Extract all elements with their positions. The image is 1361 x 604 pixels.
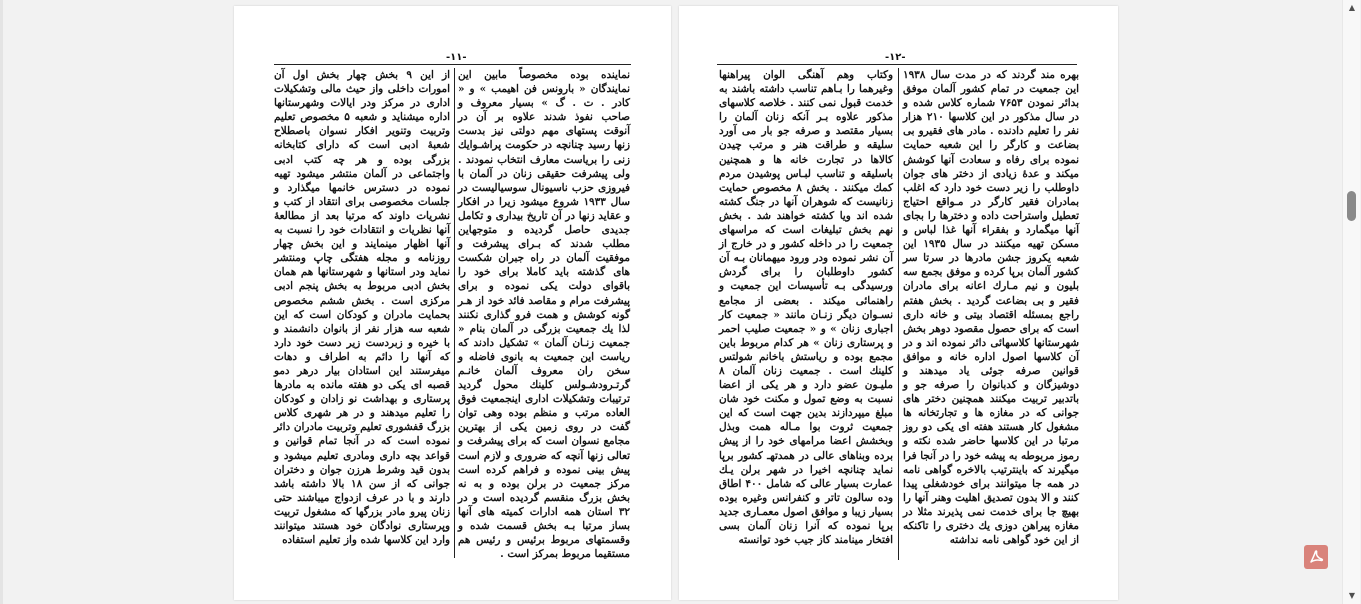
header-rule <box>274 64 631 65</box>
acrobat-pdf-icon[interactable] <box>1304 545 1328 569</box>
text-column-left: وکتاب وهم آهنگی الوان پیراهنها وغیرهما را بـاهم تناسب داشته باشند به خدمت قبول نمی کنند . خلاصه کلاسهای مذکور علاوه بـر آنکه زنان آلمان را بسیار مقتصد و صرفه جو بار می آورد سلیقه و طراقت هنر و مرتب چیدن کالاها در تجارت خانه ها و همچنین باسلیقه و تناسب لبـاس پوشیدن مردم کمك میکنند . بخش ۸ مخصوص حمایت زنانیست که شوهران آنها در جنگ کشته شده اند ویا کشته خواهند شد . بخش نهم بخش تبلیغات است که مراسهای جمعیت را در داخله کشور و در خارج از آن نشر نموده ودر ورود میهمانان بـه آن کشور داوطلبان را برای گردش ورسیدگی بـه تأسیسات این جمعیت و راهنمائی میکند . بعضی از مجامع نسـوان دیگر زنـان مانند « جمعیت کار اجباری زنان » و « جمعیت صلیب احمر و پرستاری زنان » هر کدام مربوط باین مجمع بوده و ریاستش باخانم شولتس کلینك است . جمعیت زنان آلمان ۸ ملیـون عضو دارد و هر یکی از اعضا نسبت به وضع تمول و مکنت خود شان مبلغ میپردازند بدین جهت است که این جمعیت ثروت بوا مـاله همت وبذل وبخشش اعضا مرامهای خود را از پیش برده وبناهای عالی در همدتهـ کشور برپا نماید چنانچه اخیرا در شهر برلن یـك عمارت بسیار عالی که شامل ۴۰۰ اطاق وده سالون تاتر و کنفرانس وغیره بوده بسیار زیبا و موافق اصول معمـاری جدید برپا نموده که آنرا زنان آلمان بسی افتخار مینامند کاز جیب خود توانسته <box>719 69 894 547</box>
document-page-11 <box>234 6 671 600</box>
triangle-up-icon[interactable]: ▲ <box>1348 3 1356 12</box>
triangle-down-icon[interactable]: ▼ <box>1348 591 1356 600</box>
text-column-left: از این ۹ بخش چهار بخش اول آن امورات داخلی واز حیث مالی وتشکیلات اداری در مرکز ودر ایالات وشهرستانها اداره میشناید و شعبه ۵ مخصوص تعلیم وتربیت وتنویر افکار نسوان باصطلاح شعبهٔ ادبی است که دارای کتابخانه بزرگی بوده و هر چه کتب ادبی واجتماعی در آلمان منتشر میشود تهیه نموده در دسترس خانمها میگذارد و جلسات مخصوصی برای انتقاد از کتب و نشریات داوند که مرتبا بعد از مطالعهٔ آنها نظریات و انتقادات خود را نسبت به آنها اظهار مینمایند و این بخش چهار روزنامه و مجله هفتگی چاپ ومنتشر نماید ودر استانها و شهرستانها هم همان بخش ادبی مربوط به بخش پنجم ادبی مرکزی است . بخش ششم مخصوص بحمایت مادران و کودکان است که این شعبه سه هزار نفر از بانوان دانشمند و با خیره و زبردست زیر دست خود دارد که آنها را دائم به اطراف و دهات میفرستند این استادان بیار درهر دمو قصبه ای یکی دو هفته مانده به مادرها پرستاری و بهداشت نو زادان و کودکان را تعلیم میدهند و در هر شهری کلاس بزرگ قفشوری تعلیم وتربیت مادران دائر نموده است که در آنجا تمام قوانین و قواعد بچه داری ومادری تعلیم میشود و بدون قید وشرط هرزن جوان و دختران جوانی که از سن ۱۸ بالا داشته باشد دارند و با در عرف ازدواج میباشند حتی زنان پیرو مادر بزرگها که مشغول تربیت وپرستاری نوادگان خود هستند میتوانند وارد این کلاسها شده واز تعلیم استفاده <box>274 69 450 547</box>
document-page-12 <box>679 6 1118 600</box>
column-divider <box>898 68 899 560</box>
vertical-scrollbar[interactable] <box>1342 0 1360 604</box>
page-number: -۱۲- <box>885 52 906 63</box>
text-column-right: بهره مند گردند که در مدت سال ۱۹۳۸ این جمعیت در تمام کشور آلمان موفق بدائر نمودن ۷۶۵۳ شماره کلاس شده و در سال مذکور در این کلاسها ۲۱۰ هزار نفر را تعلیم دادندە . مادر های فقیرو بی بضاعت و کارگر را این شعبه حمایت نموده برای رفاه و سعادت آنها کوشش میکند و عدهٔ زیادی از دختر های جوان داوطلب را زیر دست خود دارد که اغلب بمادران فقیر کارگر در مـواقع احتیاج تعطیل واستراحت داده و دخترها را بجای آنها میگمارد و بفقراء آنها غذا لباس و مسکن تهیه میکنند در سال ۱۹۳۵ این شعبه یکروز جشن مادرها در سرتا سر کشور آلمان برپا کرده و موفق بجمع سه بلیون و نیم مـارك اعانه برای مادران فقیر و بی بضاعت گردید . بخش هفتم راجع بمسئله اقتصاد بیتی و خانه داری است که برای حصول مقصود دوهر بخش شهرستانها کلاسهائی دائر نموده اند و در آن کلاسها اصول اداره خانه و موافق قوانین صرفه جوئی یاد میدهند و دوشیزگان و کدبانوان را صرفه جو و باتدبیر تربیت میکنند همچنین دختر های جوانی که در مغازه ها و تجارتخانه ها مشغول کار هستند هفته ای یکی دو روز مرتبا در این کلاسها حاضر شده نکته و رموز مربوطه به پیشه خود را در آنجا فرا میگیرند که باینترتیب بالاخره گواهی نامه در همه جا میتوانند برای خودشغلی پیدا کنند و الا بدون تصدیق اهلیت وهنر آنها را بهیچ جا برای خدمت نمی پذیرند مثلا در مغازه پیراهن دوزی یك دختری را تاکنکه از این خود گواهی نامه نداشته <box>903 69 1079 547</box>
scrollbar-thumb[interactable] <box>1347 191 1356 221</box>
header-rule <box>717 64 1077 65</box>
column-divider <box>454 68 455 558</box>
page-number: -۱۱- <box>446 52 467 63</box>
text-column-right: نمایندە بودە مخصوصاً مابین این نمایندگان « بارونس فن اهیمب » و « کادر . ت . گ » بسیار معروف و صاحب نفوذ شدند علاوه بر آن در آنوقت پستهای مهم دولتی نیز بدست زنها رسید چنانچه در حکومت پراشـوایك زنی را بریاست معارف انتخاب نمودند . ولی پیشرفت حقیقی زنان در آلمان با فیروزی حزب ناسیونال سوسیالیست در سال ۱۹۳۳ شروع میشود زیرا در افکار و عقاید زنها در آن تاریخ بیداری و تکامل جدیدی حاصل گردیده و متوجهاین مطلب شدند که بـرای پیشرفت و موفقیت آلمان در راه جبران شکست های گذشته باید کاملا برای خود را باقوای دولت یکی نموده و برای پیشرفت مرام و مقاصد فائد خود از هـر گونه کوشش و همت فرو گذاری نکنند لذا یك جمعیت بزرگی در آلمان بنام « جمعیت زنـان آلمان » تشکیل دادند که ریاست این جمعیت به بانوی فاضله و سخن ران معروف آلمان خانـم گرتـرودشـولس کلینك محول گردید ترتیبات وتشکیلات اداری اینجمعیت فوق العاده مرتب و منظم بوده وهی توان گفت در روی زمین یکی از بهترین مجامع نسوان است که برای پیشرفت و تعالی زنها آنچه که ضروری و لازم است پیش بینی نموده و فراهم کرده است مرکز جمعیت در برلن بوده و به نه بخش بزرگ منقسم گردیده است و در ۳۲ استان همه ادارات کمیته های آنها بساز مرتبا بـه بخش قسمت شده و وقسمتهای مربوط برئیس و رئیس هم مستقیما مربوط بمرکز است . <box>458 69 630 561</box>
acrobat-pdf-icon-glyph <box>1308 549 1324 565</box>
